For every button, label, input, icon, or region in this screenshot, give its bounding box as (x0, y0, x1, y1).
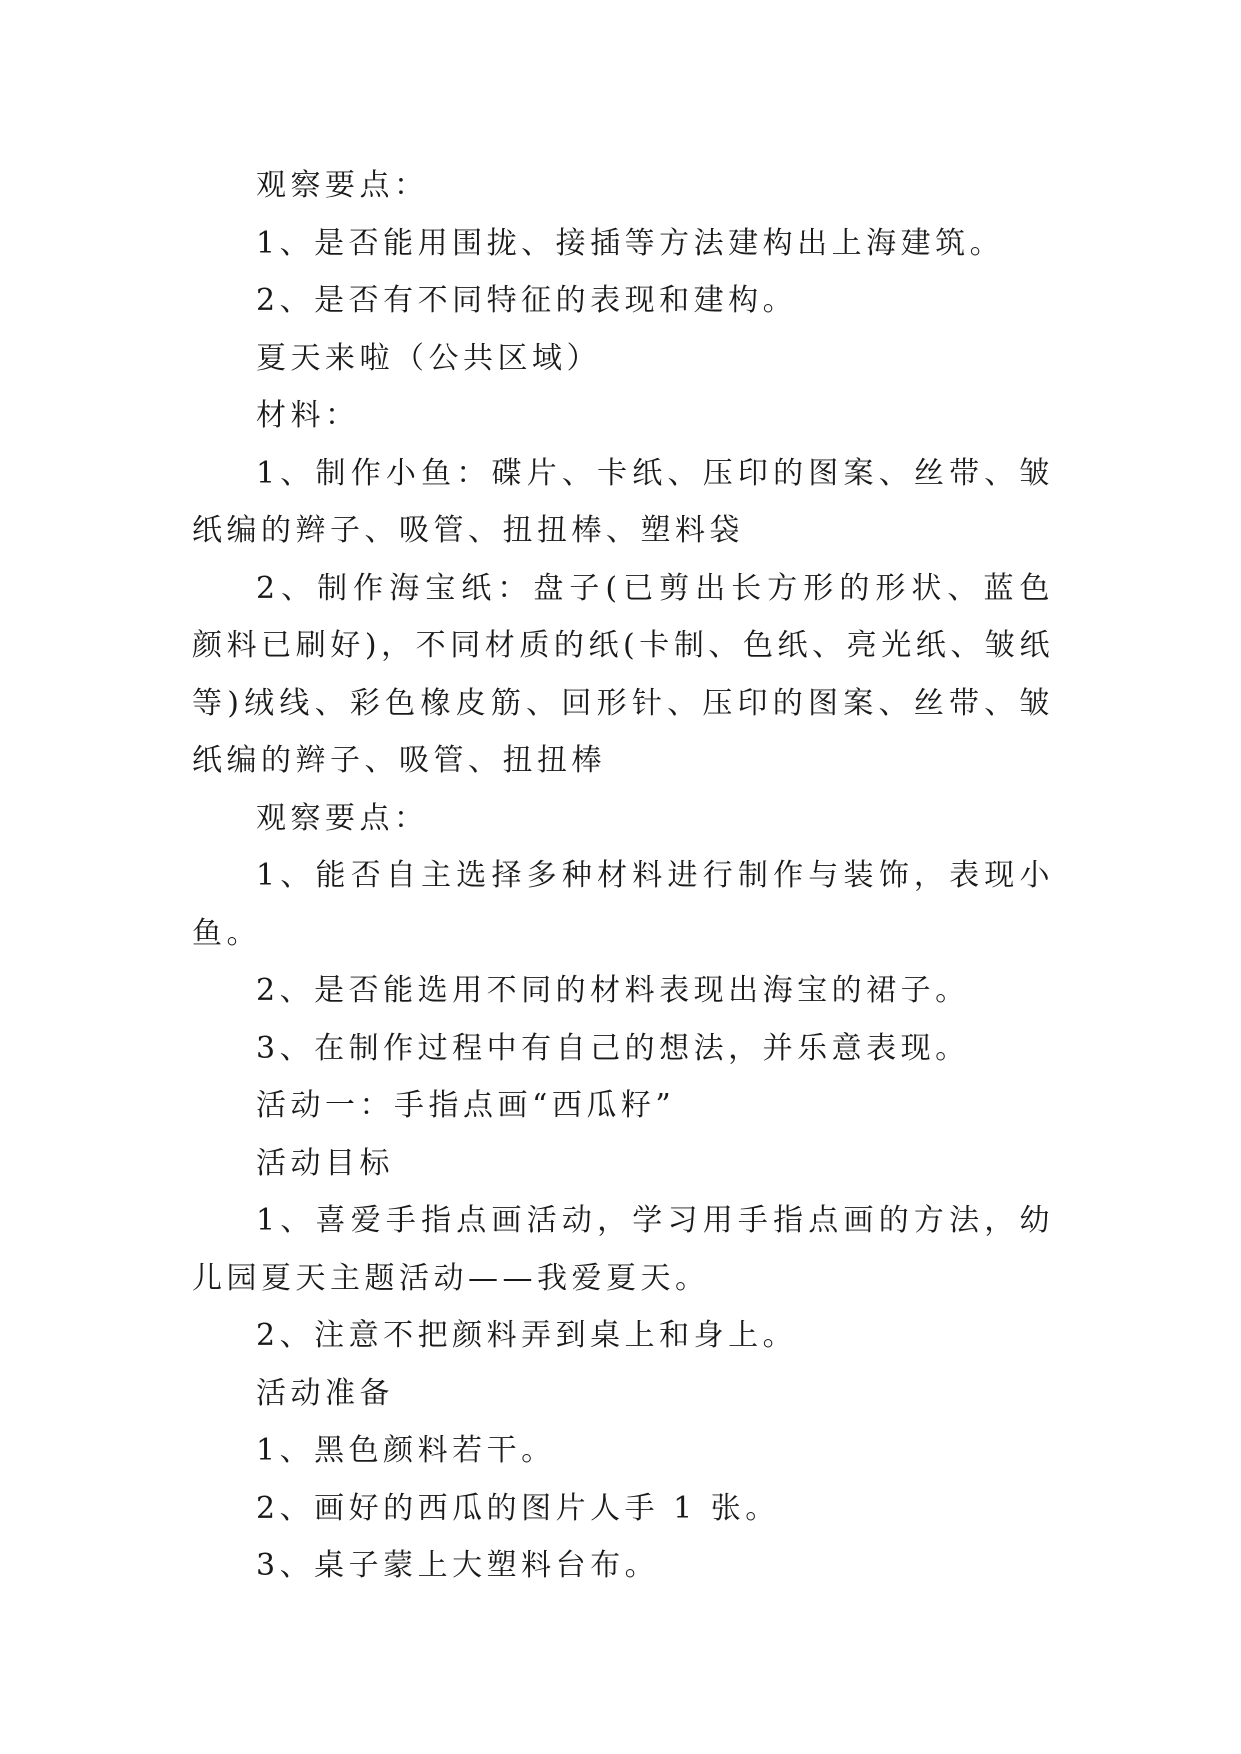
activity-title: 活动一：手指点画“西瓜籽” (256, 1088, 676, 1123)
heading-observation-points: 观察要点： (256, 168, 429, 203)
list-item: 2、制作海宝纸：盘子(已剪出长方形的形状、蓝色颜料已刷好)，不同材质的纸(卡制、色纸、亮光纸、皱纸等)绒线、彩色橡皮筋、回形针、压印的图案、丝带、皱纸编的辫子、吸管、扭扭棒 (192, 570, 1054, 778)
list-item: 1、黑色颜料若干。 (256, 1433, 556, 1468)
list-item: 1、喜爱手指点画活动，学习用手指点画的方法，幼儿园夏天主题活动——我爱夏天。 (192, 1203, 1054, 1296)
heading-observation-points: 观察要点： (256, 800, 429, 836)
list-item: 3、在制作过程中有自己的想法，并乐意表现。 (256, 1030, 970, 1066)
heading-activity-goals: 活动目标 (256, 1145, 394, 1181)
list-item: 1、能否自主选择多种材料进行制作与装饰，表现小鱼。 (192, 858, 1054, 951)
list-item: 3、桌子蒙上大塑料台布。 (256, 1548, 660, 1583)
list-item: 2、画好的西瓜的图片人手 1 张。 (256, 1490, 780, 1526)
heading-materials: 材料： (256, 398, 360, 433)
list-item: 1、是否能用围拢、接插等方法建构出上海建筑。 (256, 225, 1005, 261)
section-title-summary: 夏天来啦（公共区域） (256, 340, 601, 376)
list-item: 2、注意不把颜料弄到桌上和身上。 (256, 1318, 798, 1353)
list-item: 2、是否能选用不同的材料表现出海宝的裙子。 (256, 973, 970, 1008)
heading-activity-preparation: 活动准备 (256, 1375, 394, 1411)
list-item: 2、是否有不同特征的表现和建构。 (256, 283, 798, 318)
document-body (192, 157, 1054, 1595)
list-item: 1、制作小鱼：碟片、卡纸、压印的图案、丝带、皱纸编的辫子、吸管、扭扭棒、塑料袋 (192, 455, 1054, 548)
